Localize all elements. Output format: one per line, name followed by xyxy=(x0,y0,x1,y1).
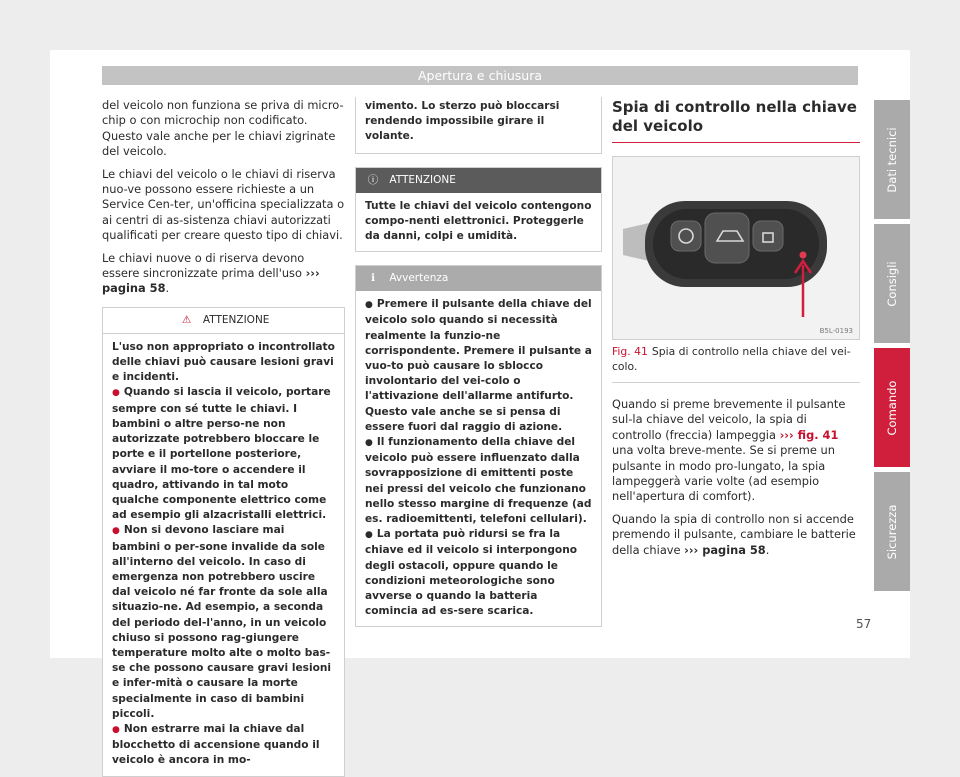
note-bullet: ● La portata può ridursi se fra la chiave ed il veicolo si interpongono degli ostacoli, oppure quando le condizioni meteorologiche sono avverse o quando la batteria comincia ad es-sere scarica. xyxy=(365,527,592,619)
note-box xyxy=(355,265,602,627)
warning-box xyxy=(102,307,345,777)
caution-body xyxy=(356,193,601,252)
paragraph: Le chiavi del veicolo o le chiavi di riserva nuo-ve possono essere richieste a un Service Cen-ter, un'officina specializzata o ai centri di as-sistenza chiavi autorizzati qualificati per creare questo tipo di chiavi. xyxy=(102,166,345,243)
paragraph: del veicolo non funziona se priva di micro-chip o con microchip non codificato. Questo vale anche per le chiavi zigrinate del veicolo. xyxy=(102,98,344,159)
note-body xyxy=(356,291,601,626)
punct: . xyxy=(165,281,170,296)
figure-link[interactable]: ››› fig. 41 xyxy=(779,427,839,442)
warning-bullet: ● Non si devono lasciare mai bambini o per-sone invalide da sole all'interno del veicolo. In caso di emergenza non potrebbero uscire dal veicolo né far fronte da sole alla situazio-ne. Ad esempio, a seconda del periodo del-l'anno, in un veicolo chiuso si possono rag-giungere temperature molto alte o molto bas-se che possono causare gravi lesioni e infer-mità o causare la morte specialmente in caso di bambini piccoli. xyxy=(112,523,335,722)
warning-bullet: ● Quando si lascia il veicolo, portare sempre con sé tutte le chiavi. I bambini o altre perso-ne non autorizzate potrebbero bloccare le porte e il portellone posteriore, avviare il mo-tore o accendere il quadro, attivando in tal moto qualche componente elettrico come ad esempio gli alzacristalli elettrici. xyxy=(112,385,335,523)
warning-continued: vimento. Lo sterzo può bloccarsi rendendo impossibile girare il volante. xyxy=(355,97,602,154)
figure-caption xyxy=(612,345,860,383)
page-link[interactable]: ››› pagina 58 xyxy=(102,266,320,296)
warning-title: ATTENZIONE xyxy=(202,313,270,326)
caution-icon: ⓘ xyxy=(367,173,379,186)
warning-body xyxy=(103,334,344,776)
key-illustration xyxy=(613,157,859,339)
warning-bullet: ● Non estrarre mai la chiave dal blocchetto di accensione quando il veicolo è ancora in mo- xyxy=(112,722,335,769)
warning-header xyxy=(103,308,344,334)
tab-comando[interactable]: Comando xyxy=(874,348,910,467)
paragraph xyxy=(102,251,345,297)
figure-label: Fig. 41 xyxy=(612,345,648,358)
caution-title: ATTENZIONE xyxy=(389,173,456,186)
figure-code: B5L-0193 xyxy=(819,327,853,335)
page-header: Apertura e chiusura xyxy=(102,66,858,85)
section-title: Spia di controllo nella chiave del veicolo xyxy=(612,98,860,143)
note-header xyxy=(356,266,601,291)
caution-box xyxy=(355,167,602,253)
note-bullet: ● Il funzionamento della chiave del veicolo può essere influenzato dalla sovrapposizione di emittenti poste nei pressi del veicolo che funzionano nello stesso margine di frequenze (ad es. radioemittenti, telefoni cellulari). xyxy=(365,435,592,527)
warning-intro: L'uso non appropriato o incontrollato delle chiavi può causare lesioni gravi e incidenti. xyxy=(112,340,335,384)
paragraph-text: Le chiavi nuove o di riserva devono essere sincronizzate prima dell'uso xyxy=(102,250,305,281)
page-link[interactable]: ››› pagina 58 xyxy=(684,542,766,557)
figure-caption-text: Spia di controllo nella chiave del vei-colo. xyxy=(612,345,851,373)
caution-text: Tutte le chiavi del veicolo contengono compo-nenti elettronici. Proteggerle da danni, colpi e umidità. xyxy=(365,199,592,243)
caution-header xyxy=(356,168,601,193)
column-right xyxy=(612,98,860,565)
info-icon: ℹ xyxy=(371,272,375,285)
column-left xyxy=(102,98,345,777)
warning-icon: ⚠ xyxy=(181,313,192,326)
figure-key xyxy=(612,156,860,340)
paragraph: Quando si preme brevemente il pulsante sul-la chiave del veicolo, la spia di controllo (freccia) lampeggia ››› fig. 41 una volta breve-mente. Se si preme un pulsante in modo pro-lungato, la spia lampeggerà varie volte (ad esempio nell'apertura di comfort). xyxy=(612,397,846,504)
note-bullet: ● Premere il pulsante della chiave del veicolo solo quando si necessità realmente la funzio-ne corrispondente. Premere il pulsante a vuo-to può causare lo sblocco involontario del vei-colo o l'attivazione dell'allarme antifurto. Questo vale anche se si pensa di essere fuori dal raggio di azione. xyxy=(365,297,592,435)
paragraph: Quando la spia di controllo non si accende premendo il pulsante, cambiare le batterie della chiave ››› pagina 58. xyxy=(612,511,856,557)
tab-consigli[interactable]: Consigli xyxy=(874,224,910,343)
tab-dati-tecnici[interactable]: Dati tecnici xyxy=(874,100,910,219)
tab-sicurezza[interactable]: Sicurezza xyxy=(874,472,910,591)
page-number: 57 xyxy=(856,617,872,631)
column-middle xyxy=(355,97,602,627)
note-title: Avvertenza xyxy=(389,272,449,285)
